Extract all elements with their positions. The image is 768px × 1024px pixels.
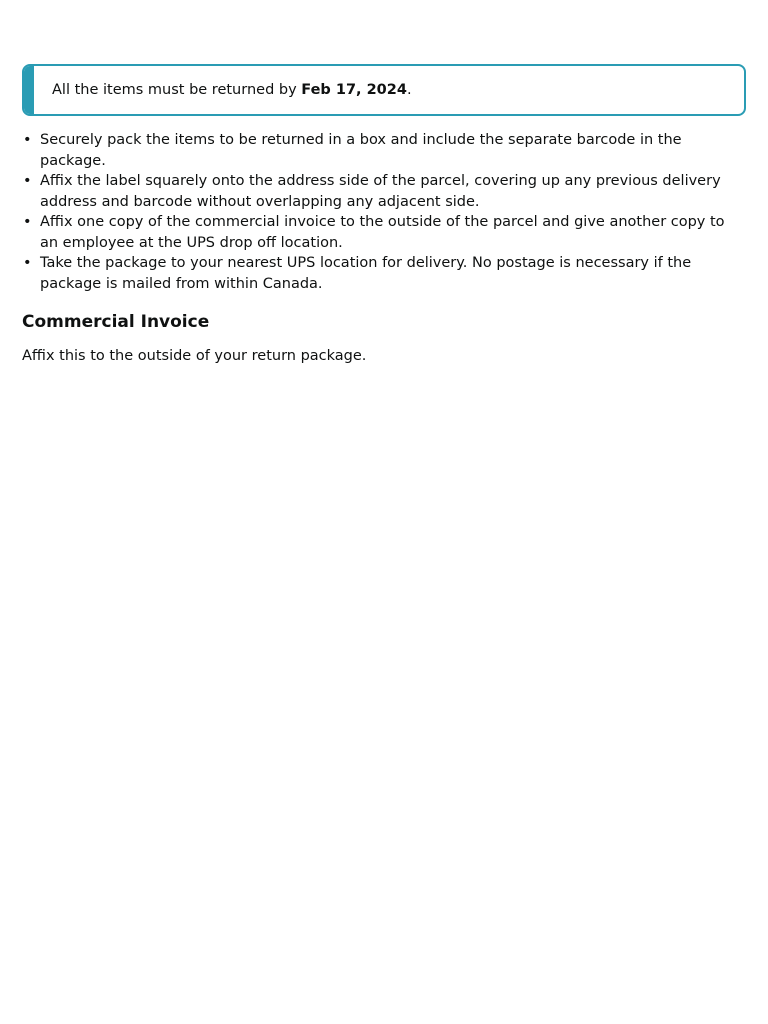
instruction-item: • Securely pack the items to be returned in a box and include the separate barcode in the package.: [22, 130, 746, 171]
deadline-suffix: .: [406, 82, 412, 98]
deadline-date: Feb 17, 2024: [301, 82, 407, 98]
alert-accent-bar: [24, 66, 34, 114]
instruction-item: • Affix the label squarely onto the address side of the parcel, covering up any previous delivery address and barcode without overlapping any adjacent side.: [22, 171, 746, 212]
deadline-prefix: All the items must be returned by: [52, 82, 302, 98]
return-deadline-alert: [22, 64, 746, 116]
commercial-invoice-description: Affix this to the outside of your return package.: [22, 348, 367, 364]
instruction-item: • Take the package to your nearest UPS location for delivery. No postage is necessary if the package is mailed from within Canada.: [22, 253, 746, 294]
return-deadline-text: [52, 66, 412, 114]
return-instructions-page: [22, 64, 746, 366]
instruction-item: • Affix one copy of the commercial invoice to the outside of the parcel and give another copy to an employee at the UPS drop off location.: [22, 212, 746, 253]
commercial-invoice-heading: Commercial Invoice: [22, 312, 210, 332]
instructions-list: [22, 130, 746, 294]
